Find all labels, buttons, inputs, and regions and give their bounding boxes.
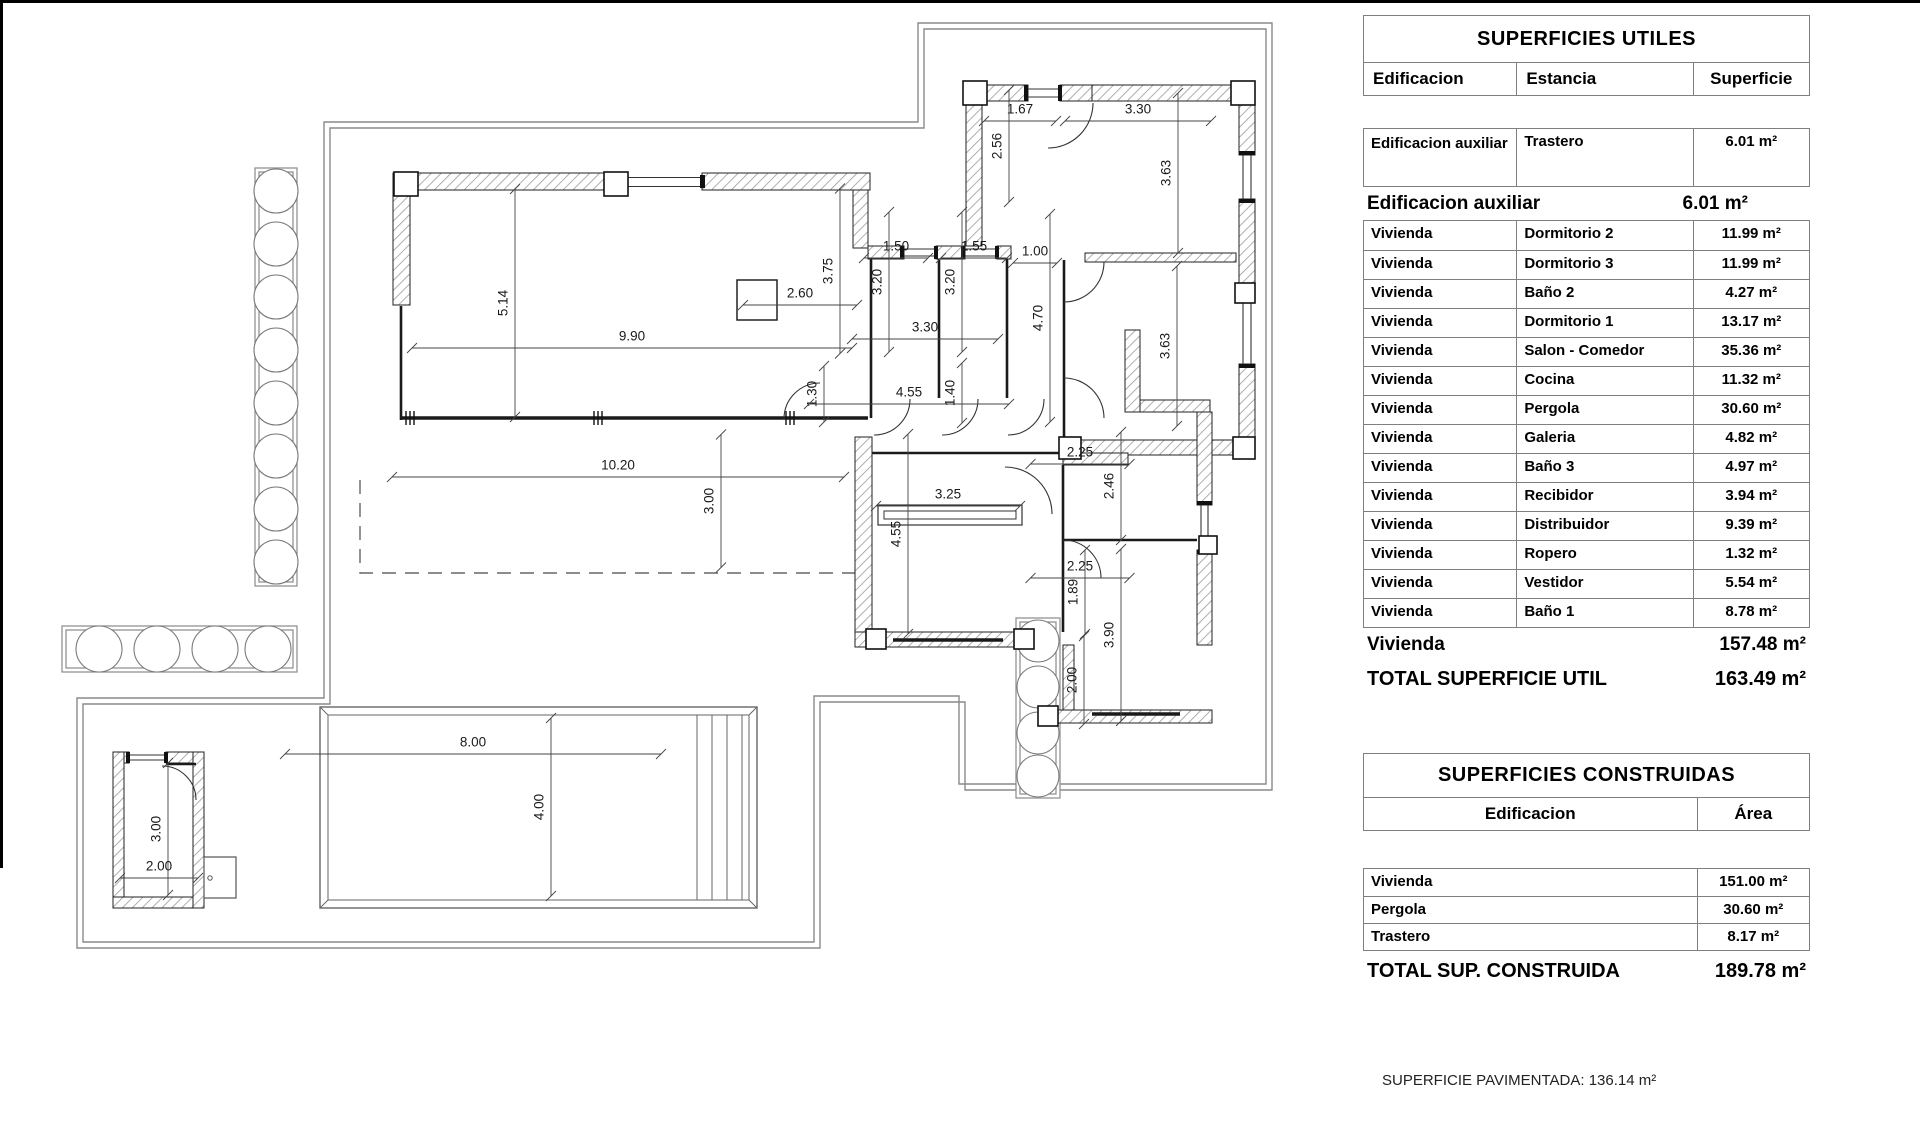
column-header: Superficie — [1693, 63, 1809, 95]
aux-row-box — [1363, 128, 1810, 187]
table-row — [1364, 221, 1809, 250]
cell-superficie: 4.27 m² — [1693, 280, 1809, 308]
dimension-label: 3.20 — [942, 268, 958, 296]
subtotal-value: 157.48 m² — [1719, 634, 1806, 655]
utiles-total-row — [1363, 662, 1810, 696]
tree-icon — [192, 626, 238, 672]
dimension-label: 2.00 — [145, 858, 173, 874]
total-value: 189.78 m² — [1714, 959, 1806, 982]
utiles-rows-box — [1363, 220, 1810, 628]
table-row — [1364, 366, 1809, 395]
dimension-label: 2.25 — [1066, 444, 1094, 460]
superficies-construidas-table — [1363, 753, 1810, 991]
dimension-label: 1.40 — [942, 379, 958, 407]
column-header: Estancia — [1516, 63, 1692, 95]
cell-superficie: 30.60 m² — [1693, 396, 1809, 424]
table-row — [1364, 279, 1809, 308]
cell-superficie: 11.99 m² — [1693, 221, 1809, 250]
dimension-label: 2.46 — [1101, 472, 1117, 500]
aux-subtotal-row — [1363, 187, 1810, 220]
cell-estancia: Baño 1 — [1516, 599, 1692, 627]
tree-icon — [254, 328, 298, 372]
table-row — [1364, 337, 1809, 366]
dimension-label: 3.20 — [869, 268, 885, 296]
dimension-label: 1.67 — [1006, 101, 1034, 117]
cell-edificacion: Vivienda — [1371, 545, 1433, 562]
cell-area: 8.17 m² — [1697, 924, 1809, 950]
outbuilding-trastero — [113, 752, 236, 908]
cell-edificacion: Vivienda — [1371, 400, 1433, 417]
cell-edificacion: Vivienda — [1371, 313, 1433, 330]
subtotal-label: Vivienda — [1367, 634, 1445, 655]
column-header: Edificacion — [1484, 804, 1576, 823]
cell-edificacion: Vivienda — [1371, 225, 1433, 242]
dimension-label: 10.20 — [601, 457, 635, 473]
tree-icon — [1017, 755, 1059, 797]
cell-superficie: 8.78 m² — [1693, 599, 1809, 627]
cell-edificacion: Vivienda — [1371, 284, 1433, 301]
cell-superficie: 6.01 m² — [1693, 129, 1809, 186]
dimension-label: 2.60 — [786, 285, 814, 301]
cell-superficie: 13.17 m² — [1693, 309, 1809, 337]
cell-edificacion: Vivienda — [1371, 487, 1433, 504]
cell-edificacion: Pergola — [1371, 901, 1427, 918]
pergola-dashed-outline — [360, 480, 857, 573]
total-label: TOTAL SUP. CONSTRUIDA — [1367, 959, 1620, 982]
dimension-label: 5.14 — [495, 289, 511, 317]
cell-superficie: 3.94 m² — [1693, 483, 1809, 511]
tree-icon — [254, 169, 298, 213]
cell-estancia: Dormitorio 1 — [1516, 309, 1692, 337]
superficies-utiles-table — [1363, 15, 1810, 696]
cell-estancia: Cocina — [1516, 367, 1692, 395]
pool-equipment-box — [204, 857, 236, 898]
cell-edificacion: Vivienda — [1371, 516, 1433, 533]
dimension-label: 1.30 — [804, 380, 820, 408]
dimension-label: 3.25 — [934, 486, 962, 502]
dimension-label: 4.55 — [895, 384, 923, 400]
table-row — [1364, 896, 1809, 923]
dimension-label: 9.90 — [618, 328, 646, 344]
table-row — [1364, 424, 1809, 453]
cell-superficie: 4.82 m² — [1693, 425, 1809, 453]
table-row — [1364, 129, 1809, 186]
dimension-label: 2.56 — [989, 132, 1005, 160]
cell-estancia: Trastero — [1516, 129, 1692, 186]
cell-edificacion: Vivienda — [1371, 255, 1433, 272]
cell-edificacion: Vivienda — [1371, 873, 1433, 890]
table-row — [1364, 511, 1809, 540]
paved-surface-note: SUPERFICIE PAVIMENTADA: 136.14 m² — [1382, 1072, 1657, 1089]
cell-estancia: Vestidor — [1516, 570, 1692, 598]
table-row — [1364, 453, 1809, 482]
dimension-label: 3.30 — [1124, 101, 1152, 117]
tree-icon — [254, 381, 298, 425]
table-row — [1364, 482, 1809, 511]
table-row — [1364, 923, 1809, 950]
tree-icon — [254, 434, 298, 478]
construidas-header-row — [1363, 798, 1810, 831]
cell-superficie: 11.32 m² — [1693, 367, 1809, 395]
tree-icon — [76, 626, 122, 672]
subtotal-value: 6.01 m² — [1682, 192, 1748, 214]
tree-icon — [1017, 666, 1059, 708]
cell-superficie: 9.39 m² — [1693, 512, 1809, 540]
cell-estancia: Dormitorio 2 — [1516, 221, 1692, 250]
dimension-label: 4.55 — [888, 520, 904, 548]
dimension-label: 1.55 — [960, 238, 988, 254]
cell-estancia: Salon - Comedor — [1516, 338, 1692, 366]
subtotal-label: Edificacion auxiliar — [1367, 192, 1541, 214]
dimension-label: 2.25 — [1066, 558, 1094, 574]
dimension-label: 3.00 — [701, 487, 717, 515]
cell-estancia: Baño 2 — [1516, 280, 1692, 308]
utiles-header-row — [1363, 63, 1810, 96]
cell-estancia: Galeria — [1516, 425, 1692, 453]
total-value: 163.49 m² — [1714, 667, 1806, 690]
cell-estancia: Pergola — [1516, 396, 1692, 424]
cell-edificacion: Vivienda — [1371, 429, 1433, 446]
cell-edificacion: Vivienda — [1371, 458, 1433, 475]
table-row — [1364, 598, 1809, 627]
vivienda-subtotal-row — [1363, 628, 1810, 662]
table-row — [1364, 308, 1809, 337]
table-row — [1364, 395, 1809, 424]
utiles-title: SUPERFICIES UTILES — [1363, 15, 1810, 63]
cell-area: 151.00 m² — [1697, 869, 1809, 896]
dimension-label: 2.00 — [1064, 666, 1080, 694]
dimension-label: 3.00 — [148, 815, 164, 843]
tree-icon — [245, 626, 291, 672]
cell-edificacion: Vivienda — [1371, 603, 1433, 620]
cell-estancia: Distribuidor — [1516, 512, 1692, 540]
dimension-label: 3.63 — [1157, 332, 1173, 360]
tree-icon — [254, 540, 298, 584]
cell-superficie: 1.32 m² — [1693, 541, 1809, 569]
bottom-planter — [62, 626, 297, 672]
dimension-label: 1.89 — [1065, 578, 1081, 606]
tree-icon — [254, 487, 298, 531]
dimension-label: 3.63 — [1158, 159, 1174, 187]
table-row — [1364, 569, 1809, 598]
cell-edificacion: Vivienda — [1371, 574, 1433, 591]
cell-edificacion: Vivienda — [1371, 342, 1433, 359]
column-header: Edificacion — [1373, 69, 1464, 88]
dimension-label: 1.50 — [882, 238, 910, 254]
dimension-label: 4.70 — [1030, 304, 1046, 332]
dimension-label: 1.00 — [1021, 243, 1049, 259]
cell-estancia: Dormitorio 3 — [1516, 251, 1692, 279]
column-header: Área — [1697, 798, 1810, 830]
cell-estancia: Baño 3 — [1516, 454, 1692, 482]
cell-superficie: 35.36 m² — [1693, 338, 1809, 366]
cell-edificacion: Trastero — [1371, 928, 1431, 945]
dimension-label: 3.75 — [820, 257, 836, 285]
tree-icon — [134, 626, 180, 672]
table-row — [1364, 540, 1809, 569]
cell-estancia: Ropero — [1516, 541, 1692, 569]
table-row — [1364, 869, 1809, 896]
construidas-rows-box — [1363, 868, 1810, 951]
cell-edificacion: Edificacion auxiliar — [1371, 135, 1508, 152]
construidas-title: SUPERFICIES CONSTRUIDAS — [1363, 753, 1810, 798]
kitchen-island — [737, 280, 777, 320]
cell-area: 30.60 m² — [1697, 897, 1809, 923]
dimension-label: 3.30 — [911, 319, 939, 335]
tree-icon — [254, 222, 298, 266]
cell-superficie: 5.54 m² — [1693, 570, 1809, 598]
cell-superficie: 4.97 m² — [1693, 454, 1809, 482]
cell-edificacion: Vivienda — [1371, 371, 1433, 388]
left-planter — [254, 168, 298, 586]
total-label: TOTAL SUPERFICIE UTIL — [1367, 667, 1608, 690]
cell-superficie: 11.99 m² — [1693, 251, 1809, 279]
tree-icon — [254, 275, 298, 319]
dimension-label: 4.00 — [531, 793, 547, 821]
construidas-total-row — [1363, 951, 1810, 991]
dimension-label: 8.00 — [459, 734, 487, 750]
cell-estancia: Recibidor — [1516, 483, 1692, 511]
table-row — [1364, 250, 1809, 279]
dimension-label: 3.90 — [1101, 621, 1117, 649]
